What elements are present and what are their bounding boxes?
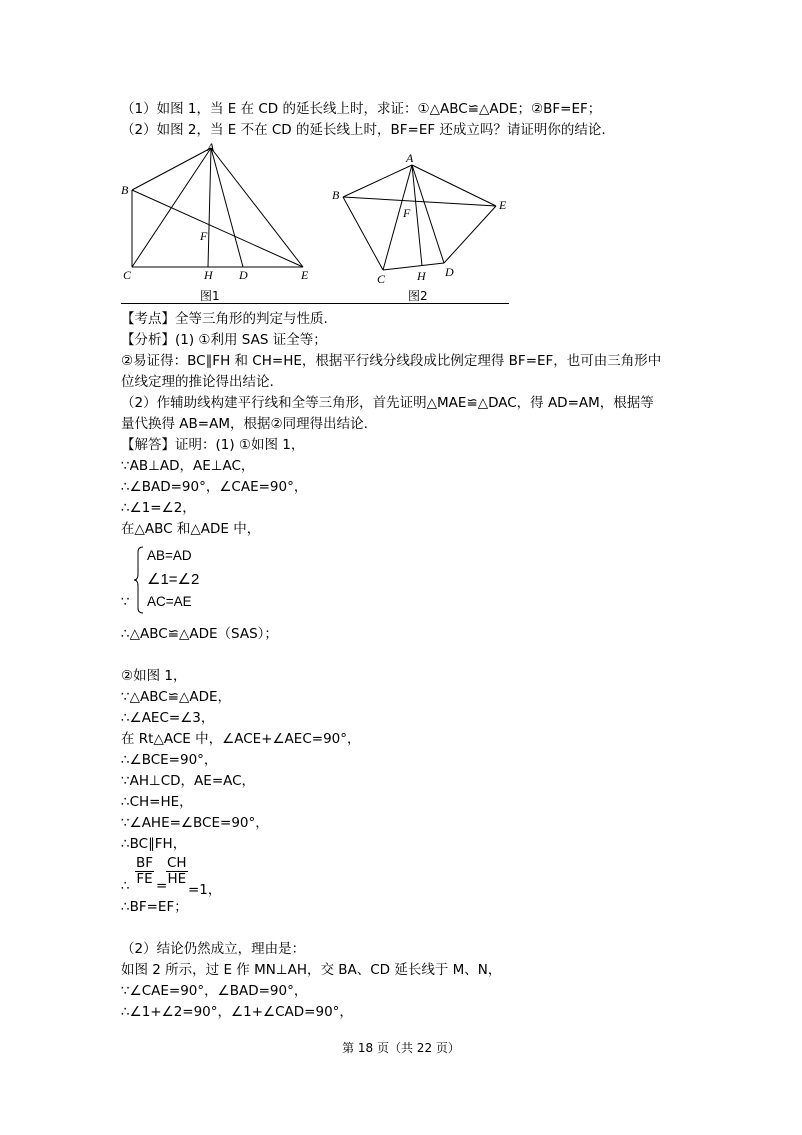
fig1-label-d: D bbox=[239, 268, 248, 282]
fig2-label-c: C bbox=[377, 272, 386, 286]
fraction-denominator: FE bbox=[136, 871, 153, 887]
solution-line: ∴∠BAD=90°，∠CAE=90°， bbox=[121, 479, 308, 495]
solution-line: ∴∠1+∠2=90°，∠1+∠CAD=90°， bbox=[121, 1004, 353, 1020]
question-part-1: （1）如图 1，当 E 在 CD 的延长线上时，求证：①△ABC≌△ADE；②BF=EF； bbox=[121, 101, 602, 117]
equals-sign: = bbox=[156, 878, 168, 894]
knowledge-point: 【考点】全等三角形的判定与性质. bbox=[121, 311, 328, 327]
fraction-denominator: HE bbox=[167, 871, 187, 887]
part2-header: （2）结论仍然成立，理由是： bbox=[121, 941, 306, 957]
solution-line: ∵AB⊥AD，AE⊥AC， bbox=[121, 458, 255, 474]
solution-line: ∵△ABC≌△ADE， bbox=[121, 689, 232, 705]
fraction-ch-he bbox=[166, 856, 188, 887]
figure-2-caption: 图2 bbox=[408, 289, 428, 303]
because-symbol: ∵ bbox=[121, 594, 130, 610]
fig2-label-f: F bbox=[403, 206, 411, 220]
therefore-symbol: ∴ bbox=[121, 878, 130, 894]
equation-system bbox=[121, 544, 241, 616]
solution-line: 在 Rt△ACE 中，∠ACE+∠AEC=90°， bbox=[121, 731, 361, 747]
solution-line: ∴∠BCE=90°， bbox=[121, 752, 218, 768]
analysis-5: 量代换得 AB=AM，根据②同理得出结论. bbox=[121, 416, 368, 432]
figure-2-lines bbox=[343, 165, 496, 270]
fig1-label-b: B bbox=[121, 183, 129, 197]
solution-line: ∵AH⊥CD，AE=AC， bbox=[121, 773, 256, 789]
fig2-label-a: A bbox=[406, 151, 414, 165]
system-row: ∠1=∠2 bbox=[147, 571, 200, 588]
solution-line: ∴△ABC≌△ADE（SAS）； bbox=[121, 626, 278, 642]
solution-line: ∴BF=EF； bbox=[121, 899, 188, 915]
analysis-1: 【分析】(1) ①利用 SAS 证全等； bbox=[121, 332, 327, 348]
question-part-2: （2）如图 2，当 E 不在 CD 的延长线上时，BF=EF 还成立吗？请证明你的结论. bbox=[121, 122, 606, 138]
fig1-label-e: E bbox=[301, 268, 309, 282]
solution-line: ②如图 1， bbox=[121, 668, 187, 684]
analysis-4: （2）作辅助线构建平行线和全等三角形，首先证明△MAE≌△DAC，得 AD=AM，根据等 bbox=[121, 395, 654, 411]
fraction-tail: =1， bbox=[188, 882, 222, 898]
fig2-label-d: D bbox=[445, 265, 454, 279]
left-brace bbox=[133, 546, 145, 614]
figure-2-labels bbox=[332, 151, 507, 303]
fig1-label-f: F bbox=[200, 229, 208, 243]
solution-line: 在△ABC 和△ADE 中， bbox=[121, 521, 261, 537]
fraction-numerator: CH bbox=[167, 855, 187, 871]
fig2-label-b: B bbox=[332, 188, 340, 202]
solution-line: ∴∠1=∠2， bbox=[121, 500, 196, 516]
fig2-label-h: H bbox=[417, 269, 426, 283]
fraction-bf-fe bbox=[135, 856, 154, 887]
system-row: AB=AD bbox=[147, 548, 192, 563]
page-footer: 第 18 页（共 22 页） bbox=[342, 1041, 460, 1055]
solution-line: ∴BC∥FH， bbox=[121, 836, 187, 852]
solution-line: ∴∠AEC=∠3， bbox=[121, 710, 215, 726]
solution-line: 如图 2 所示，过 E 作 MN⊥AH，交 BA、CD 延长线于 M、N， bbox=[121, 962, 502, 978]
solution-line: ∵∠CAE=90°，∠BAD=90°， bbox=[121, 983, 308, 999]
fig1-label-h: H bbox=[204, 268, 213, 282]
fig1-label-c: C bbox=[123, 268, 132, 282]
solution-line: ∴CH=HE， bbox=[121, 794, 193, 810]
fraction-equation bbox=[121, 856, 241, 896]
fraction-numerator: BF bbox=[136, 855, 154, 871]
figure-divider bbox=[121, 303, 509, 304]
solution-line: ∵∠AHE=∠BCE=90°， bbox=[121, 815, 269, 831]
figure-1-caption: 图1 bbox=[200, 289, 220, 303]
fig2-label-e: E bbox=[499, 198, 507, 212]
figure-1-labels bbox=[121, 142, 309, 303]
solution-header: 【解答】证明：(1) ①如图 1， bbox=[121, 437, 305, 453]
analysis-2: ②易证得：BC∥FH 和 CH=HE，根据平行线分线段成比例定理得 BF=EF，也可由三角形中 bbox=[121, 353, 662, 369]
fig1-label-a: A bbox=[207, 142, 215, 154]
figure-1-lines bbox=[132, 148, 303, 267]
system-row: AC=AE bbox=[147, 594, 192, 609]
analysis-3: 位线定理的推论得出结论. bbox=[121, 374, 274, 390]
geometry-figures bbox=[118, 142, 510, 304]
